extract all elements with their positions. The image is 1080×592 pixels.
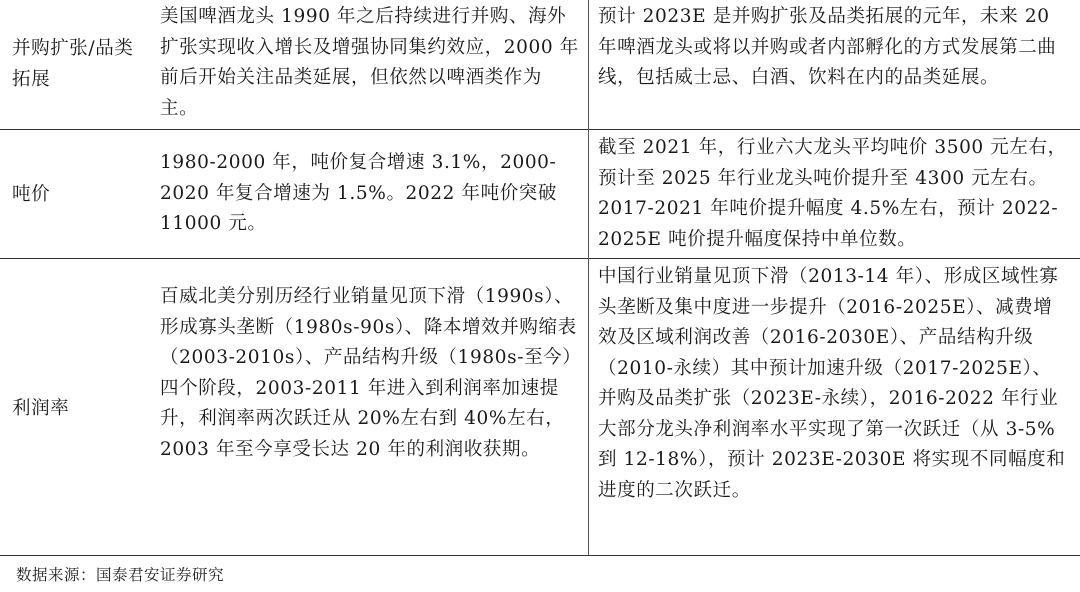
row-profit-margin-outlook: 中国行业销量见顶下滑（2013-14 年）、形成区域性寡头垄断及集中度进一步提升（2016-2025E）、减费增效及区域利润改善（2016-2030E）、产品结构升级（2010-永续）其中预计加速升级（2017-2025E）、并购及品类扩张（2023E-永续），2016-2022 年行业大部分龙头净利润率水平实现了第一次跃迁（从 3-5%到 12-18%），预计 2023E-2030E 将实现不同幅度和进度的二次跃迁。: [598, 266, 1066, 501]
row-divider: [0, 129, 1080, 130]
row-mna-history: 美国啤酒龙头 1990 年之后持续进行并购、海外扩张实现收入增长及增强协同集约效应，2000 年前后开始关注品类延展，但依然以啤酒类作为主。: [160, 6, 579, 119]
row-divider: [0, 258, 1080, 259]
row-label-mna: 并购扩张/品类拓展: [12, 38, 134, 90]
table-bottom-rule: [0, 555, 1080, 556]
row-profit-margin-history: 百威北美分别历经行业销量见顶下滑（1990s）、形成寡头垄断（1980s-90s）、降本增效并购缩表（2003-2010s）、产品结构升级（1980s-至今）四个阶段，2003-2011 年进入到利润率加速提升，利润率两次跃迁从 20%左右到 40%左右，2003 年至今享受长达 20 年的利润收获期。: [160, 286, 577, 460]
row-ton-price-history: 1980-2000 年，吨价复合增速 3.1%，2000-2020 年复合增速为 1.5%。2022 年吨价突破 11000 元。: [160, 152, 558, 234]
row-ton-price-outlook: 截至 2021 年，行业六大龙头平均吨价 3500 元左右，预计至 2025 年行业龙头吨价提升至 4300 元左右。2017-2021 年吨价提升幅度 4.5%左右，预计 2022-2025E 吨价提升幅度保持中单位数。: [598, 137, 1067, 250]
row-mna-outlook: 预计 2023E 是并购扩张及品类拓展的元年，未来 20 年啤酒龙头或将以并购或者内部孵化的方式发展第二曲线，包括威士忌、白酒、饮料在内的品类延展。: [598, 6, 1057, 88]
data-source-note: 数据来源：国泰君安证券研究: [16, 566, 225, 584]
column-divider: [588, 0, 589, 555]
row-label-profit-margin: 利润率: [12, 398, 70, 419]
row-label-ton-price: 吨价: [12, 184, 51, 205]
